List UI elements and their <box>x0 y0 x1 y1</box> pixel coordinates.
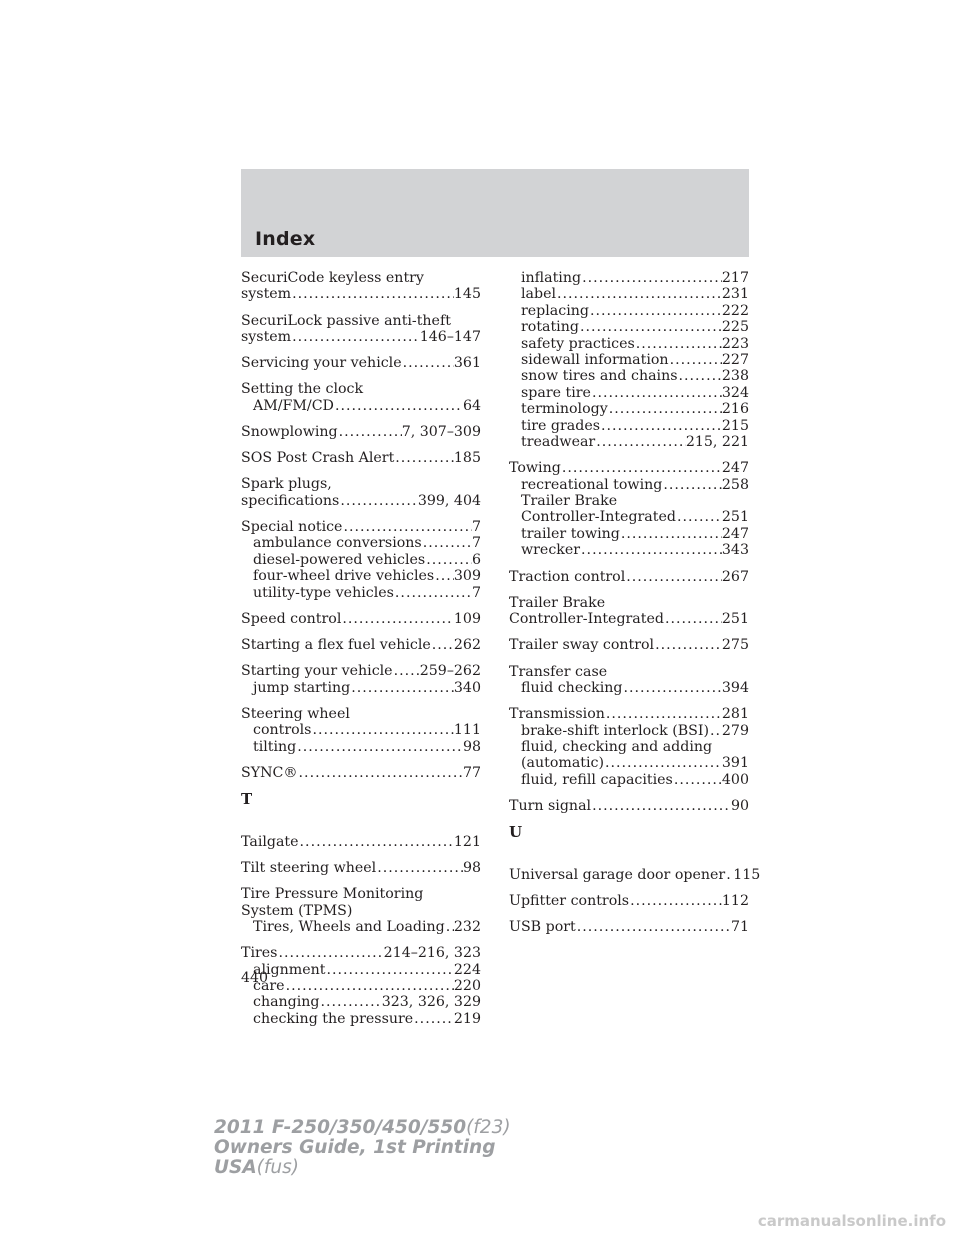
index-term: Speed control <box>241 610 342 627</box>
index-subentry-line <box>509 385 749 401</box>
index-entry-line <box>241 286 481 302</box>
watermark: carmanualsonline.info <box>757 1212 946 1230</box>
index-page-ref: 225 <box>721 319 749 336</box>
index-term: brake-shift interlock (BSI) <box>521 722 710 739</box>
index-page-ref: 238 <box>721 368 749 385</box>
index-page-ref: 275 <box>721 637 749 654</box>
index-term: jump starting <box>253 679 351 696</box>
index-page-ref: 215 <box>721 417 749 434</box>
index-page-ref: 232 <box>453 918 481 935</box>
index-page-ref: 340 <box>453 679 481 696</box>
dot-leader <box>291 329 420 345</box>
index-entry-line <box>509 664 749 680</box>
dot-leader <box>445 919 454 935</box>
index-page-ref: 220 <box>453 977 481 994</box>
dot-leader <box>556 286 722 302</box>
index-page-ref: 214–216, 323 <box>383 945 481 962</box>
index-entry-line <box>241 663 481 679</box>
index-subentry-line <box>509 434 749 450</box>
footer-model: 2011 F-250/350/450/550 <box>214 1117 467 1138</box>
index-entry <box>509 595 749 628</box>
index-page-ref: 7 <box>471 535 481 552</box>
index-entry <box>241 706 481 755</box>
index-page-ref: 258 <box>721 476 749 493</box>
dot-leader <box>709 723 722 739</box>
index-page-ref: 109 <box>453 610 481 627</box>
index-entry-line <box>241 313 481 329</box>
dot-leader <box>325 962 453 978</box>
dot-leader <box>662 477 722 493</box>
index-page-ref: 400 <box>721 771 749 788</box>
footer-market-code: (fus) <box>256 1157 299 1178</box>
index-entry <box>241 313 481 346</box>
dot-leader <box>591 385 722 401</box>
index-page-ref: 224 <box>453 961 481 978</box>
dot-leader <box>625 569 722 585</box>
index-subentry-line <box>509 352 749 368</box>
index-subentry-line <box>509 680 749 696</box>
index-term: inflating <box>521 270 582 286</box>
index-entry <box>241 611 481 627</box>
index-term: label <box>521 286 557 303</box>
dot-leader <box>298 765 463 781</box>
index-term: fluid checking <box>521 679 623 696</box>
index-term: four-wheel drive vehicles <box>253 568 435 585</box>
dot-leader <box>291 286 454 302</box>
index-column-right <box>509 270 761 945</box>
index-term: rotating <box>521 319 579 336</box>
index-subentry-line <box>509 755 749 771</box>
index-entry-line <box>509 798 749 814</box>
index-term: Towing <box>509 460 561 477</box>
index-entry-line <box>241 424 481 440</box>
dot-leader <box>604 755 722 771</box>
index-term: SecuriLock passive anti-theft <box>241 312 451 329</box>
index-page-ref: 146–147 <box>419 329 481 346</box>
dot-leader <box>402 355 454 371</box>
index-entry-line <box>241 611 481 627</box>
dot-leader <box>413 1011 454 1027</box>
index-entry <box>241 355 481 371</box>
index-term: trailer towing <box>521 525 620 542</box>
dot-leader <box>605 706 722 722</box>
index-entry-line <box>509 637 749 653</box>
index-term: treadwear <box>521 434 596 451</box>
index-subentry-line <box>509 270 749 286</box>
index-entry-line <box>509 595 749 611</box>
index-term: SOS Post Crash Alert <box>241 450 395 467</box>
index-entry <box>241 424 481 440</box>
footer-line-market <box>214 1158 511 1178</box>
index-subentry-line <box>509 493 749 509</box>
index-subentry-line <box>241 919 481 935</box>
index-entry <box>509 569 749 585</box>
dot-leader <box>676 509 722 525</box>
index-subentry-line <box>509 772 749 788</box>
index-entry <box>509 637 749 653</box>
index-page-ref: 219 <box>453 1010 481 1027</box>
index-subentry-line <box>241 552 481 568</box>
index-entry <box>509 893 749 909</box>
index-page-ref: 391 <box>721 755 749 772</box>
index-column-left <box>241 270 481 1037</box>
index-term: care <box>253 977 285 994</box>
index-entry <box>241 381 481 414</box>
index-entry-line <box>241 903 481 919</box>
index-term: snow tires and chains <box>521 368 678 385</box>
index-term: Special notice <box>241 519 343 536</box>
index-entry <box>241 637 481 653</box>
section-header-band <box>241 169 749 257</box>
dot-leader <box>334 398 463 414</box>
index-term: Tilt steering wheel <box>241 859 377 876</box>
page-number: 440 <box>241 970 269 986</box>
index-entry <box>241 663 481 696</box>
index-page-ref: 71 <box>730 919 749 936</box>
index-term: Trailer Brake <box>521 493 618 510</box>
index-term: Transmission <box>509 706 605 723</box>
index-entry-line <box>509 919 749 935</box>
index-term: Snowplowing <box>241 424 338 441</box>
index-term: utility-type vehicles <box>253 584 394 601</box>
index-page-ref: 216 <box>721 401 749 418</box>
footer-model-code: (f23) <box>466 1117 511 1138</box>
index-subentry-line <box>241 680 481 696</box>
index-entry <box>509 798 749 814</box>
index-term: Trailer Brake <box>509 594 606 611</box>
index-term: USB port <box>509 919 576 936</box>
index-term: Controller-Integrated <box>509 611 664 628</box>
index-entry-line <box>241 519 481 535</box>
index-subentry-line <box>509 286 749 302</box>
dot-leader <box>393 663 420 679</box>
index-entry <box>241 519 481 601</box>
dot-leader <box>600 418 722 434</box>
footer-print-info <box>214 1118 511 1178</box>
dot-leader <box>664 611 722 627</box>
index-term: Transfer case <box>509 663 608 680</box>
index-entry <box>509 664 749 697</box>
index-page-ref: 90 <box>730 797 749 814</box>
index-subentry-line <box>241 1011 481 1027</box>
index-entry-line <box>241 476 481 492</box>
index-term: Tire Pressure Monitoring <box>241 886 424 903</box>
index-page-ref: 259–262 <box>419 663 481 680</box>
index-term: changing <box>253 994 320 1011</box>
dot-leader <box>394 585 472 601</box>
index-entry <box>509 460 749 558</box>
dot-leader <box>623 680 722 696</box>
index-subentry-line <box>509 368 749 384</box>
index-entry <box>241 945 481 1027</box>
index-page-ref: 399, 404 <box>417 492 481 509</box>
index-entry-line <box>241 860 481 876</box>
dot-leader <box>422 535 472 551</box>
index-term: AM/FM/CD <box>253 397 334 414</box>
dot-leader <box>629 893 722 909</box>
index-entry-line <box>241 834 481 850</box>
index-term: Universal garage door opener <box>509 866 726 883</box>
index-term: wrecker <box>521 542 581 559</box>
index-subentry-line <box>509 418 749 434</box>
index-page-ref: 112 <box>721 892 749 909</box>
index-term: Traction control <box>509 568 626 585</box>
index-page-ref: 77 <box>462 764 481 781</box>
index-term: checking the pressure <box>253 1010 414 1027</box>
index-subentry-line <box>509 526 749 542</box>
index-page-ref: 267 <box>721 568 749 585</box>
index-term: specifications <box>241 492 340 509</box>
index-entry <box>241 270 481 303</box>
index-term: Steering wheel <box>241 705 350 722</box>
index-term: Starting your vehicle <box>241 663 393 680</box>
dot-leader <box>608 401 722 417</box>
index-page-ref: 7, 307–309 <box>401 424 481 441</box>
index-page-ref: 98 <box>462 738 481 755</box>
index-entry-line <box>509 569 749 585</box>
index-page-ref: 7 <box>471 584 481 601</box>
dot-leader <box>580 542 722 558</box>
index-page-ref: 227 <box>721 352 749 369</box>
index-page-ref: 247 <box>721 460 749 477</box>
dot-leader <box>673 772 722 788</box>
index-term: Turn signal <box>509 797 592 814</box>
index-page-ref: 361 <box>453 355 481 372</box>
index-page-ref: 309 <box>453 568 481 585</box>
index-page-ref: 64 <box>462 397 481 414</box>
index-term: system <box>241 329 292 346</box>
index-page-ref: 251 <box>721 611 749 628</box>
dot-leader <box>589 303 722 319</box>
index-term: Trailer sway control <box>509 637 655 654</box>
index-term: Spark plugs, <box>241 476 332 493</box>
dot-leader <box>320 994 382 1010</box>
index-page-ref: 279 <box>721 722 749 739</box>
index-term: system <box>241 286 292 303</box>
index-term: Upfitter controls <box>509 892 630 909</box>
dot-leader <box>434 568 454 584</box>
index-entry <box>241 860 481 876</box>
index-subentry-line <box>241 585 481 601</box>
index-subentry-line <box>509 723 749 739</box>
index-page-ref: 324 <box>721 384 749 401</box>
index-term: SecuriCode keyless entry <box>241 270 424 286</box>
index-subentry-line <box>509 401 749 417</box>
index-page-ref: 394 <box>721 679 749 696</box>
index-page-ref: 231 <box>721 286 749 303</box>
dot-leader <box>341 611 454 627</box>
index-entry-line <box>509 706 749 722</box>
index-page-ref: 343 <box>721 542 749 559</box>
index-letter-heading: T <box>241 790 253 809</box>
index-page-ref: 247 <box>721 525 749 542</box>
dot-leader <box>654 637 722 653</box>
index-page-ref: 281 <box>721 706 749 723</box>
index-entry <box>509 866 761 883</box>
dot-leader <box>669 352 722 368</box>
index-subentry-line <box>241 994 481 1010</box>
dot-leader <box>579 319 722 335</box>
index-subentry-line <box>509 303 749 319</box>
dot-leader <box>338 424 402 440</box>
index-subentry-line <box>509 336 749 352</box>
index-page-ref: 98 <box>462 859 481 876</box>
dot-leader <box>635 336 722 352</box>
index-page-ref: 121 <box>453 833 481 850</box>
index-entry-line <box>241 765 481 781</box>
dot-leader <box>296 739 463 755</box>
index-entry <box>241 476 481 509</box>
index-term: safety practices <box>521 335 635 352</box>
dot-leader <box>299 834 454 850</box>
index-subentry-line <box>241 978 481 994</box>
index-term: Controller-Integrated <box>521 509 676 526</box>
index-subentry-line <box>241 722 481 738</box>
index-term: alignment <box>253 961 326 978</box>
index-term: Tailgate <box>241 833 299 850</box>
dot-leader <box>285 978 454 994</box>
index-entry-line <box>509 866 761 883</box>
index-page-ref: 323, 326, 329 <box>381 994 481 1011</box>
index-entry <box>241 834 481 850</box>
index-term: fluid, refill capacities <box>521 771 673 788</box>
dot-leader <box>277 945 383 961</box>
index-term: SYNC® <box>241 764 298 781</box>
index-term: tire grades <box>521 417 601 434</box>
index-entry-line <box>241 450 481 466</box>
index-term: diesel-powered vehicles <box>253 551 426 568</box>
index-page-ref: 262 <box>453 637 481 654</box>
index-subentry-line <box>241 398 481 414</box>
index-page-ref: 215, 221 <box>685 434 749 451</box>
index-term: replacing <box>521 302 589 319</box>
dot-leader <box>576 919 731 935</box>
dot-leader <box>342 519 472 535</box>
index-page-ref: 6 <box>471 551 481 568</box>
index-letter-heading: U <box>509 823 523 842</box>
index-subentry-line <box>509 739 749 755</box>
index-page-ref: 111 <box>453 722 481 739</box>
index-term: (automatic) <box>521 755 605 772</box>
index-page-ref: 115 <box>733 866 761 883</box>
index-term: Starting a flex fuel vehicle <box>241 637 431 654</box>
index-term: Tires <box>241 945 278 962</box>
index-term: recreational towing <box>521 476 663 493</box>
dot-leader <box>595 434 686 450</box>
dot-leader <box>425 552 472 568</box>
index-subentry-line <box>241 739 481 755</box>
footer-line-model <box>214 1118 511 1138</box>
index-entry-line <box>241 945 481 961</box>
index-entry-line <box>241 381 481 397</box>
index-entry-line <box>241 270 481 286</box>
dot-leader <box>376 860 463 876</box>
dot-leader <box>591 798 731 814</box>
footer-market: USA <box>214 1157 257 1178</box>
dot-leader <box>394 450 454 466</box>
index-page-ref: 145 <box>453 286 481 303</box>
index-page-ref: 222 <box>721 302 749 319</box>
dot-leader <box>311 722 453 738</box>
index-page-ref: 7 <box>471 519 481 536</box>
index-page-ref: 251 <box>721 509 749 526</box>
index-entry <box>241 450 481 466</box>
index-entry <box>241 886 481 935</box>
section-title: Index <box>255 228 316 250</box>
index-term: fluid, checking and adding <box>521 738 713 755</box>
index-term: Setting the clock <box>241 381 364 398</box>
index-entry <box>509 706 749 788</box>
index-entry-line <box>509 611 749 627</box>
index-entry <box>509 919 749 935</box>
dot-leader <box>725 867 733 883</box>
index-entry <box>509 270 749 450</box>
index-term: System (TPMS) <box>241 902 353 919</box>
dot-leader <box>339 493 418 509</box>
index-subentry-line <box>241 962 481 978</box>
index-term: terminology <box>521 401 608 418</box>
dot-leader <box>561 460 722 476</box>
index-term: sidewall information <box>521 352 669 369</box>
index-term: Servicing your vehicle <box>241 355 402 372</box>
index-entry-line <box>509 460 749 476</box>
index-page-ref: 223 <box>721 335 749 352</box>
index-entry-line <box>241 886 481 902</box>
index-subentry-line <box>241 568 481 584</box>
index-entry-line <box>241 329 481 345</box>
dot-leader <box>350 680 454 696</box>
index-entry-line <box>241 493 481 509</box>
index-page-ref: 185 <box>453 450 481 467</box>
index-subentry-line <box>509 542 749 558</box>
index-term: controls <box>253 722 312 739</box>
index-term: Tires, Wheels and Loading <box>253 918 445 935</box>
index-subentry-line <box>509 319 749 335</box>
index-subentry-line <box>509 509 749 525</box>
footer-line-printing: Owners Guide, 1st Printing <box>214 1137 496 1158</box>
index-term: spare tire <box>521 384 591 401</box>
index-entry-line <box>241 637 481 653</box>
index-entry-line <box>241 355 481 371</box>
index-term: tilting <box>253 738 297 755</box>
dot-leader <box>620 526 722 542</box>
index-page-ref: 217 <box>721 270 749 286</box>
dot-leader <box>431 637 454 653</box>
index-entry-line <box>509 893 749 909</box>
dot-leader <box>581 270 722 286</box>
index-entry <box>241 765 481 781</box>
index-entry-line <box>241 706 481 722</box>
index-subentry-line <box>241 535 481 551</box>
index-subentry-line <box>509 477 749 493</box>
dot-leader <box>678 368 722 384</box>
index-term: ambulance conversions <box>253 535 422 552</box>
